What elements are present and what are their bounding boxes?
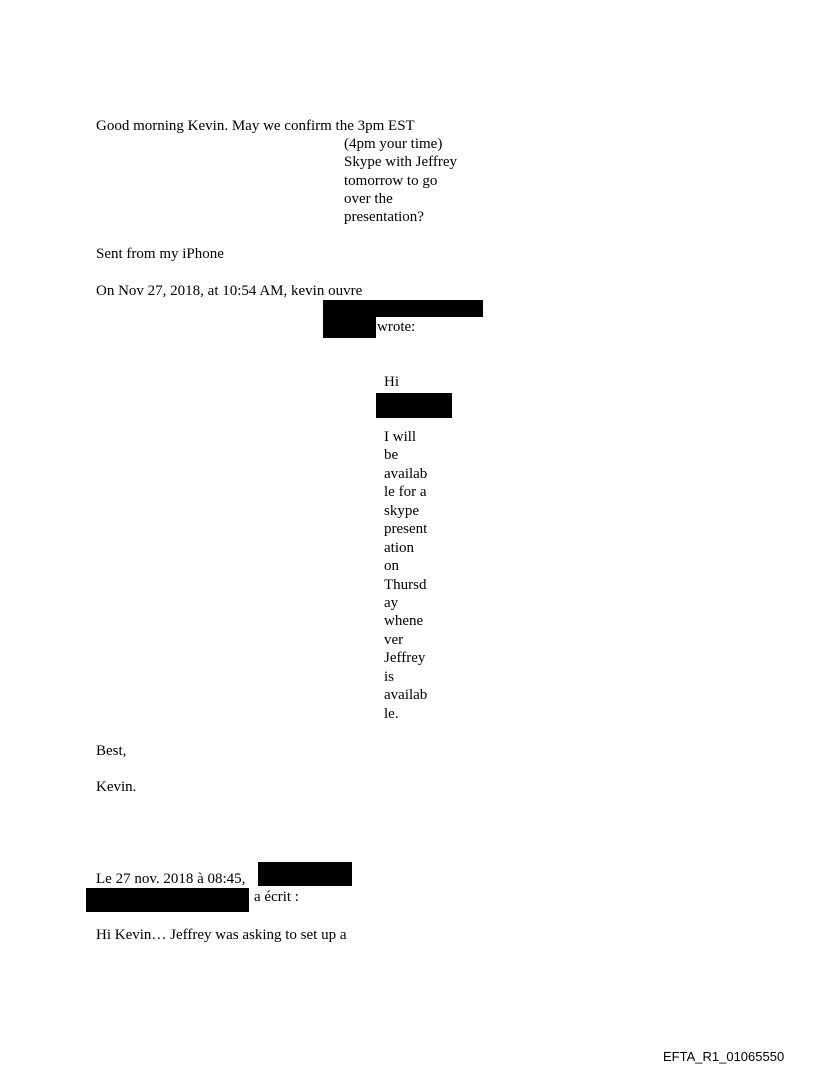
email-signature: Sent from my iPhone: [96, 246, 224, 262]
reply-body-line: le.: [384, 706, 399, 722]
email-cont-line: (4pm your time): [344, 136, 443, 152]
reply-closing: Best,: [96, 743, 127, 759]
email-opening-line: Good morning Kevin. May we confirm the 3pm EST: [96, 118, 415, 134]
redaction-block: [258, 862, 352, 886]
email-cont-line: Skype with Jeffrey: [344, 154, 458, 170]
redaction-block: [86, 888, 249, 912]
quote2-header-line: Le 27 nov. 2018 à 08:45,: [96, 871, 246, 887]
quote2-ecrit-label: a écrit :: [254, 889, 299, 905]
reply-name: Kevin.: [96, 779, 137, 795]
document-id: EFTA_R1_01065550: [663, 1049, 785, 1064]
reply-body-line: on: [384, 558, 399, 574]
reply-body-line: is: [384, 669, 395, 685]
reply-body-line: le for a: [384, 484, 427, 500]
quote-header-line: On Nov 27, 2018, at 10:54 AM, kevin ouvre: [96, 283, 363, 299]
reply-body-line: be: [384, 447, 399, 463]
reply-body-line: availab: [384, 466, 428, 482]
quote-wrote-label: wrote:: [377, 319, 416, 335]
reply-body-line: Thursd: [384, 577, 427, 593]
reply-body-line: availab: [384, 687, 428, 703]
reply-body-line: ay: [384, 595, 399, 611]
quote2-body-line: Hi Kevin… Jeffrey was asking to set up a: [96, 927, 347, 943]
redaction-block: [376, 393, 452, 418]
email-cont-line: over the: [344, 191, 393, 207]
reply-greeting: Hi: [384, 374, 399, 390]
reply-body-line: whene: [384, 613, 424, 629]
reply-body-line: Jeffrey: [384, 650, 426, 666]
reply-body-line: I will: [384, 429, 417, 445]
redaction-block: [323, 300, 376, 338]
reply-body-line: ver: [384, 632, 404, 648]
email-cont-line: presentation?: [344, 209, 424, 225]
reply-body-line: ation: [384, 540, 414, 556]
reply-body-line: present: [384, 521, 428, 537]
email-cont-line: tomorrow to go: [344, 173, 438, 189]
reply-body-line: skype: [384, 503, 419, 519]
